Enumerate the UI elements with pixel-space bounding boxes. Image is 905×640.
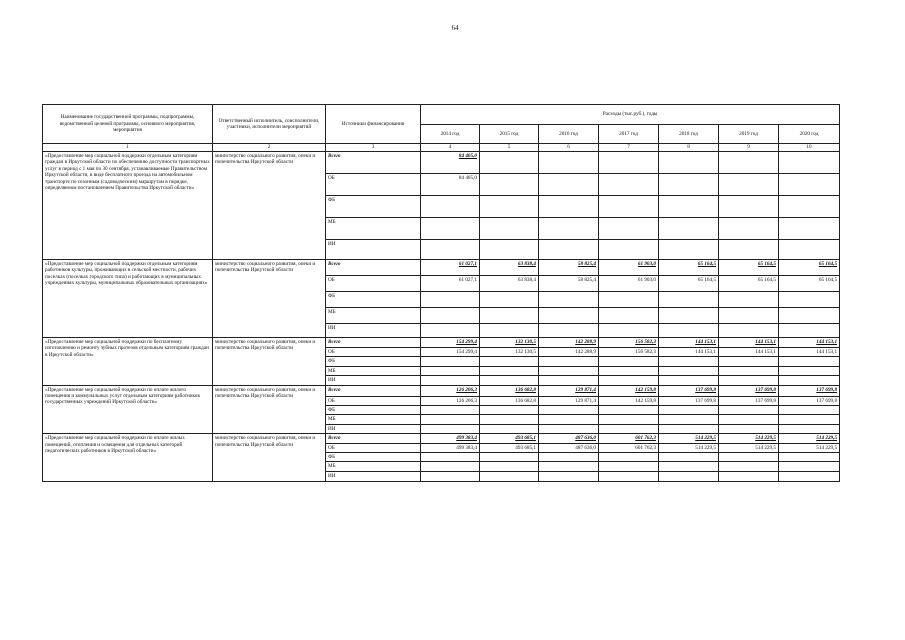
expense-value: [659, 357, 719, 366]
expense-value: [779, 471, 840, 481]
expense-value: 499 383,4: [421, 443, 480, 452]
expense-value: 84 405,0: [421, 152, 480, 174]
expense-value: 144 153,1: [779, 348, 840, 357]
expense-value: 142 159,8: [599, 396, 659, 405]
expense-value: [539, 218, 599, 240]
measure-responsible: министерство социального развития, опеки и попечительства Иркутской области: [213, 152, 326, 260]
expense-value: [779, 462, 840, 471]
header-year: 2016 год: [539, 125, 599, 144]
column-number: 7: [599, 144, 659, 152]
expense-value: [480, 406, 539, 415]
expense-value: [539, 196, 599, 218]
expense-value: [599, 240, 659, 260]
table-row: [43, 385, 840, 396]
expense-value: 514 229,5: [779, 443, 840, 452]
expense-value: 132 130,5: [480, 338, 539, 348]
expense-value: [719, 453, 779, 462]
expense-value: 58 825,4: [539, 260, 599, 276]
expense-value: [599, 174, 659, 196]
expense-value: [480, 324, 539, 338]
expense-value: [599, 424, 659, 433]
expense-value: [779, 424, 840, 433]
measure-name: «Предоставление мер социальной поддержки отдельным категориям работников культуры, проживающих в сельской местности, рабочих поселках (поселках городского типа) и работающих в муниципальных учреждениях культуры, муниципальных образовательных организациях»: [43, 260, 213, 338]
expense-value: [779, 324, 840, 338]
expense-value: [779, 292, 840, 308]
expense-value: [539, 240, 599, 260]
expense-value: [779, 240, 840, 260]
funding-source: Всего: [326, 152, 421, 174]
header-year: 2019 год: [719, 125, 779, 144]
expense-value: [480, 218, 539, 240]
expense-value: [480, 240, 539, 260]
expense-value: [421, 218, 480, 240]
expense-value: [480, 471, 539, 481]
expense-value: [599, 292, 659, 308]
expense-value: [659, 240, 719, 260]
measure-responsible: министерство социального развития, опеки и попечительства Иркутской области: [213, 434, 326, 482]
expense-value: 137 699,8: [779, 396, 840, 405]
expense-value: 514 229,5: [719, 434, 779, 443]
expense-value: [719, 152, 779, 174]
column-number: 4: [421, 144, 480, 152]
expense-value: 65 164,5: [659, 260, 719, 276]
table-row: [43, 338, 840, 348]
expense-value: [421, 424, 480, 433]
funding-source: ФБ: [326, 406, 421, 415]
expense-value: 61 903,0: [599, 260, 659, 276]
expense-value: 65 164,5: [719, 276, 779, 292]
header-year: 2020 год: [779, 125, 840, 144]
expense-value: 137 699,8: [659, 385, 719, 396]
expense-value: 61 027,1: [421, 260, 480, 276]
expense-value: [539, 292, 599, 308]
expense-value: 493 685,1: [480, 434, 539, 443]
expense-value: [539, 471, 599, 481]
expense-value: [599, 366, 659, 375]
table-body: [43, 152, 840, 482]
funding-source: ИИ: [326, 376, 421, 385]
expense-value: 156 582,3: [599, 348, 659, 357]
expense-value: [480, 453, 539, 462]
expense-value: 137 699,8: [779, 385, 840, 396]
table-row: [43, 434, 840, 443]
expense-value: 487 636,0: [539, 434, 599, 443]
column-number: 1: [43, 144, 213, 152]
expense-value: 144 153,1: [779, 338, 840, 348]
expense-value: [480, 292, 539, 308]
measure-name: «Предоставление мер социальной поддержки по оплате жилого помещения и коммунальных услуг отдельным категориям работников государственных учреждений Иркутской области»: [43, 385, 213, 434]
expense-value: [779, 406, 840, 415]
expense-value: [779, 308, 840, 324]
expense-value: 63 838,4: [480, 276, 539, 292]
expense-value: [421, 308, 480, 324]
expense-value: 142 288,9: [539, 338, 599, 348]
expense-value: [719, 308, 779, 324]
expense-value: 63 838,4: [480, 260, 539, 276]
funding-source: Всего: [326, 338, 421, 348]
expense-value: [659, 308, 719, 324]
funding-source: ОБ: [326, 276, 421, 292]
expense-value: [779, 376, 840, 385]
expense-value: 514 229,5: [719, 443, 779, 452]
expense-value: 137 699,8: [719, 396, 779, 405]
expense-value: [539, 357, 599, 366]
expense-value: 61 027,1: [421, 276, 480, 292]
column-number: 3: [326, 144, 421, 152]
funding-source: ИИ: [326, 240, 421, 260]
expense-value: [539, 415, 599, 424]
header-responsible: Ответственный исполнитель, соисполнители, участники, исполнители мероприятий: [213, 105, 326, 144]
expense-value: [421, 196, 480, 218]
expense-value: [480, 152, 539, 174]
expense-value: 601 762,3: [599, 434, 659, 443]
expense-value: [480, 462, 539, 471]
expense-value: 144 153,1: [659, 348, 719, 357]
funding-source: ОБ: [326, 174, 421, 196]
expense-value: 144 153,1: [659, 338, 719, 348]
header-name: Наименование государственной программы, подпрограммы, ведомственной целевой программы, основного мероприятия, мероприятия: [43, 105, 213, 144]
expense-value: 137 699,8: [659, 396, 719, 405]
expense-value: [539, 424, 599, 433]
expense-value: [659, 366, 719, 375]
expense-value: [659, 406, 719, 415]
expense-value: [480, 366, 539, 375]
expense-value: [421, 357, 480, 366]
expense-value: [480, 174, 539, 196]
expense-value: [599, 218, 659, 240]
header-expenses: Расходы (тыс.руб.), годы: [421, 105, 840, 125]
expense-value: [539, 453, 599, 462]
expense-value: [779, 174, 840, 196]
expense-value: [719, 292, 779, 308]
funding-source: МБ: [326, 308, 421, 324]
expense-value: [421, 292, 480, 308]
funding-source: ИИ: [326, 471, 421, 481]
expense-value: [779, 415, 840, 424]
expense-value: [719, 424, 779, 433]
expense-value: 58 825,4: [539, 276, 599, 292]
expense-value: [779, 453, 840, 462]
expense-value: 514 229,5: [659, 443, 719, 452]
expense-value: [539, 152, 599, 174]
table-row: [43, 152, 840, 174]
expense-value: [779, 152, 840, 174]
expense-value: [480, 376, 539, 385]
expense-value: [599, 376, 659, 385]
expense-value: 65 164,5: [659, 276, 719, 292]
expense-value: [539, 174, 599, 196]
expense-value: [659, 462, 719, 471]
expense-value: [659, 174, 719, 196]
expense-value: [421, 462, 480, 471]
expense-value: [719, 376, 779, 385]
expense-value: [599, 357, 659, 366]
expense-value: [539, 462, 599, 471]
funding-source: ОБ: [326, 348, 421, 357]
expense-value: 84 405,0: [421, 174, 480, 196]
expense-value: [421, 415, 480, 424]
expense-value: [480, 308, 539, 324]
funding-source: Всего: [326, 434, 421, 443]
expense-value: [719, 462, 779, 471]
header-year: 2018 год: [659, 125, 719, 144]
expense-value: [421, 453, 480, 462]
expense-value: [779, 218, 840, 240]
expense-value: [719, 415, 779, 424]
expense-value: 514 229,5: [659, 434, 719, 443]
funding-source: МБ: [326, 218, 421, 240]
measure-responsible: министерство социального развития, опеки и попечительства Иркутской области: [213, 260, 326, 338]
funding-source: МБ: [326, 415, 421, 424]
funding-source: ФБ: [326, 196, 421, 218]
expense-value: 154 299,4: [421, 348, 480, 357]
expense-value: [719, 218, 779, 240]
expense-value: [779, 196, 840, 218]
header-source: Источники финансирования: [326, 105, 421, 144]
expense-value: [539, 324, 599, 338]
expense-value: 129 871,4: [539, 385, 599, 396]
expense-value: [719, 324, 779, 338]
expense-value: [599, 453, 659, 462]
expense-value: [421, 471, 480, 481]
expense-value: [719, 471, 779, 481]
expense-value: [719, 366, 779, 375]
expense-value: 65 164,5: [779, 260, 840, 276]
expense-value: [599, 308, 659, 324]
measure-name: «Предоставление мер социальной поддержки отдельным категориям граждан в Иркутской области по обеспечению доступности транспортных услуг в период с 1 мая по 30 сентября, устанавливаемые Правительством Иркутской области, в виде бесплатного проезда на автомобильном транспорте по сезонным (садоводческим) маршрутам в порядке, определяемом постановлением Правительства Иркутской области»: [43, 152, 213, 260]
expense-value: [480, 196, 539, 218]
funding-source: Всего: [326, 385, 421, 396]
expense-value: [719, 406, 779, 415]
expense-value: [659, 152, 719, 174]
expense-value: 144 153,1: [719, 338, 779, 348]
expense-value: 601 762,3: [599, 443, 659, 452]
column-number: 8: [659, 144, 719, 152]
funding-source: ОБ: [326, 443, 421, 452]
header-year: 2015 год: [480, 125, 539, 144]
expense-value: [480, 415, 539, 424]
budget-table: [42, 104, 840, 482]
funding-source: МБ: [326, 462, 421, 471]
expense-value: [480, 424, 539, 433]
expense-value: [659, 415, 719, 424]
expense-value: 514 229,5: [779, 434, 840, 443]
expense-value: 65 164,5: [779, 276, 840, 292]
expense-value: 156 582,3: [599, 338, 659, 348]
expense-value: [599, 415, 659, 424]
expense-value: [539, 308, 599, 324]
expense-value: 142 159,8: [599, 385, 659, 396]
expense-value: [539, 376, 599, 385]
expense-value: 144 153,1: [719, 348, 779, 357]
expense-value: 136 682,8: [480, 385, 539, 396]
header-year: 2017 год: [599, 125, 659, 144]
expense-value: [659, 376, 719, 385]
expense-value: 126 206,3: [421, 385, 480, 396]
column-number: 6: [539, 144, 599, 152]
expense-value: [719, 357, 779, 366]
expense-value: [719, 174, 779, 196]
expense-value: [599, 324, 659, 338]
measure-name: «Предоставление мер социальной поддержки по бесплатному изготовлению и ремонту зубных протезов отдельным категориям граждан в Иркутской области»: [43, 338, 213, 386]
funding-source: Всего: [326, 260, 421, 276]
column-number: 5: [480, 144, 539, 152]
expense-value: 137 699,8: [719, 385, 779, 396]
expense-value: [599, 406, 659, 415]
expense-value: [480, 357, 539, 366]
funding-source: ИИ: [326, 324, 421, 338]
expense-value: 136 682,8: [480, 396, 539, 405]
expense-value: [659, 218, 719, 240]
page-number: 64: [451, 24, 459, 32]
expense-value: [779, 357, 840, 366]
expense-value: 129 871,4: [539, 396, 599, 405]
measure-name: «Предоставление мер социальной поддержки по оплате жилых помещений, отопления и освещения для отдельных категорий педагогических работников в Иркутской области»: [43, 434, 213, 482]
funding-source: ФБ: [326, 292, 421, 308]
expense-value: [539, 406, 599, 415]
expense-value: 487 636,0: [539, 443, 599, 452]
expense-value: 132 130,5: [480, 348, 539, 357]
expense-value: [539, 366, 599, 375]
expense-value: [779, 366, 840, 375]
expense-value: [421, 376, 480, 385]
expense-value: [659, 453, 719, 462]
funding-source: МБ: [326, 366, 421, 375]
expense-value: 499 383,4: [421, 434, 480, 443]
expense-value: [599, 462, 659, 471]
expense-value: [421, 406, 480, 415]
expense-value: 126 206,3: [421, 396, 480, 405]
expense-value: [719, 196, 779, 218]
measure-responsible: министерство социального развития, опеки и попечительства Иркутской области: [213, 338, 326, 386]
funding-source: ОБ: [326, 396, 421, 405]
column-number: 2: [213, 144, 326, 152]
funding-source: ФБ: [326, 357, 421, 366]
expense-value: 61 903,0: [599, 276, 659, 292]
funding-source: ИИ: [326, 424, 421, 433]
expense-value: [659, 196, 719, 218]
expense-value: [659, 324, 719, 338]
expense-value: 154 299,4: [421, 338, 480, 348]
expense-value: [659, 424, 719, 433]
expense-value: [599, 196, 659, 218]
funding-source: ФБ: [326, 453, 421, 462]
table-header: [43, 105, 840, 152]
expense-value: [659, 292, 719, 308]
expense-value: 65 164,5: [719, 260, 779, 276]
expense-value: 493 685,1: [480, 443, 539, 452]
header-year: 2014 год: [421, 125, 480, 144]
column-number: 9: [719, 144, 779, 152]
expense-value: [719, 240, 779, 260]
expense-value: [599, 152, 659, 174]
expense-value: [599, 471, 659, 481]
expense-value: 142 288,9: [539, 348, 599, 357]
expense-value: [659, 471, 719, 481]
column-number: 10: [779, 144, 840, 152]
measure-responsible: министерство социального развития, опеки и попечительства Иркутской области: [213, 385, 326, 434]
expense-value: [421, 240, 480, 260]
table-row: [43, 260, 840, 276]
expense-value: [421, 366, 480, 375]
expense-value: [421, 324, 480, 338]
